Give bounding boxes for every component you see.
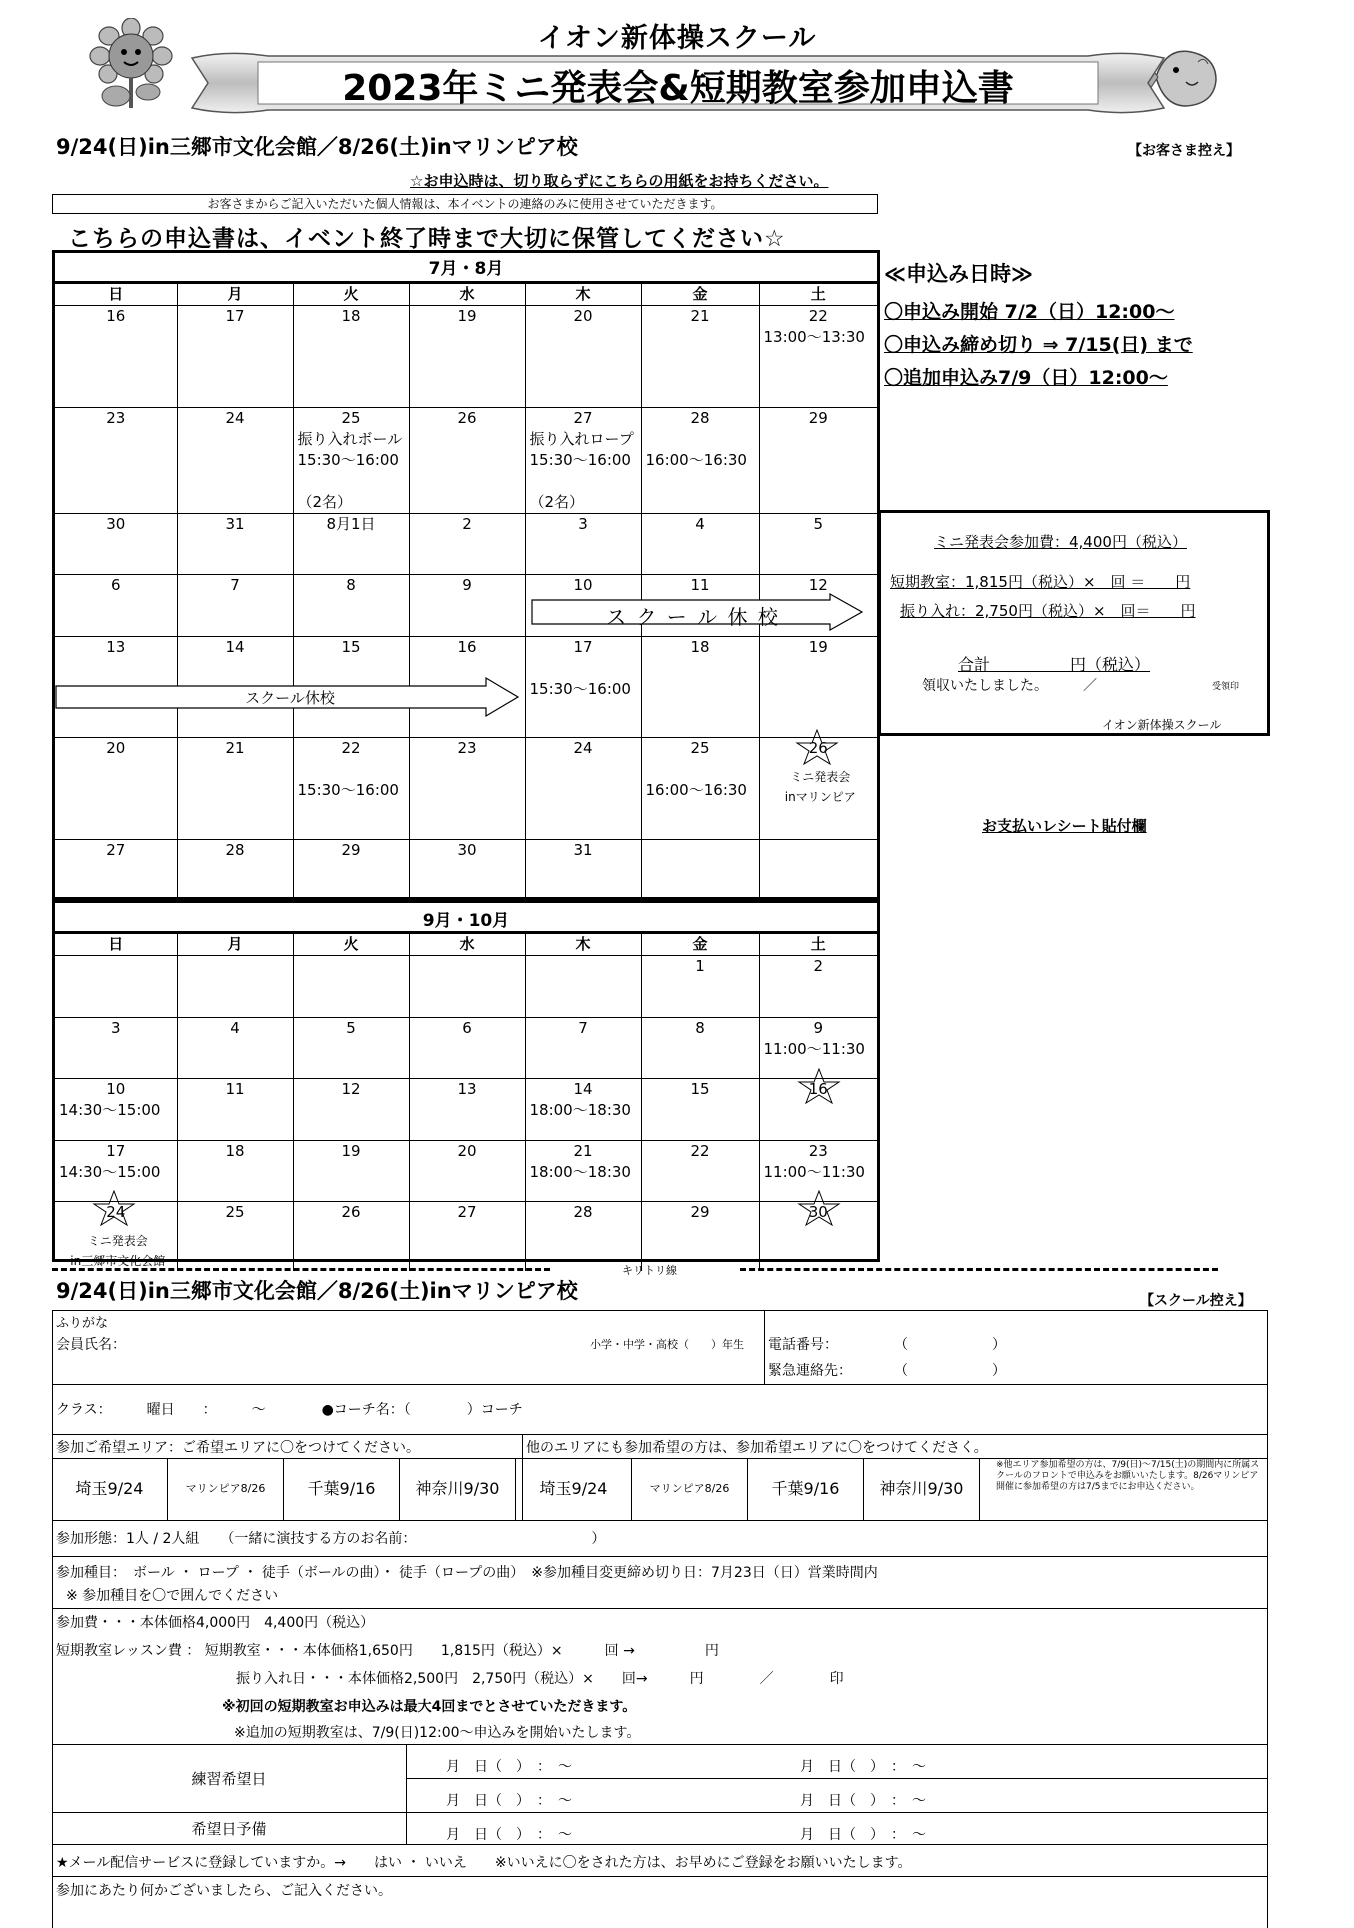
calendar1-title: 7月・8月: [428, 259, 504, 279]
calendar-day-number: 7: [525, 1017, 641, 1039]
receipt-paste-label: お支払いレシート貼付欄: [982, 817, 1147, 835]
calendar-event: [293, 1162, 409, 1202]
date-slot-field[interactable]: 月 日（ ） ： 〜: [800, 1759, 926, 1775]
calendar-event: [177, 1162, 293, 1202]
calendar-day-number: 21: [641, 306, 759, 328]
area-left-label: 参加ご希望エリア：ご希望エリアに〇をつけてください。: [56, 1440, 420, 1456]
calendar-day-number: 21: [177, 738, 293, 760]
calendar-event: 15:30〜16:00: [293, 759, 409, 839]
calendar-day-number: 30: [55, 513, 177, 535]
calendar-day-number: 24: [55, 1202, 177, 1224]
calendar-event: 振り入れボール 15:30〜16:00 （2名）: [293, 429, 409, 514]
area-option[interactable]: 神奈川9/30: [400, 1458, 516, 1520]
dow-5: 金: [641, 934, 759, 956]
calendar-event: [55, 429, 177, 514]
calendar-event: [55, 759, 177, 839]
date-slot-field[interactable]: 月 日（ ） ： 〜: [446, 1759, 572, 1775]
calendar-day-number: 5: [293, 1017, 409, 1039]
calendar-day-number: 18: [293, 306, 409, 328]
calendar2-grid: [55, 934, 877, 1271]
fee-line-3: 振り入れ日・・・本体価格2,500円 2,750円（税込）× 回→ 円 ／ 印: [236, 1671, 844, 1687]
dow-2: 火: [293, 934, 409, 956]
calendar-day-number: 10: [55, 1079, 177, 1101]
calendar-event: [409, 535, 525, 575]
calendar-event: ミニ発表会 inマリンピア: [759, 759, 877, 839]
calendar-day-number: 14: [177, 636, 293, 658]
calendar-event: [759, 1223, 877, 1271]
calendar-day-number: 16: [759, 1079, 877, 1101]
calendar-event: 振り入れロープ 15:30〜16:00 （2名）: [525, 429, 641, 514]
furigana-label: ふりがな: [56, 1316, 109, 1331]
calendar-day-number: 9: [409, 575, 525, 597]
calendar-day-number: 29: [293, 839, 409, 861]
calendar-event: [759, 977, 877, 1017]
calendar-day-number: 8月1日: [293, 513, 409, 535]
calendar-event: [55, 327, 177, 407]
calendar2-title: 9月・10月: [422, 911, 510, 931]
calendar-event: [293, 327, 409, 407]
calendar-day-number: 7: [177, 575, 293, 597]
area-option[interactable]: 埼玉9/24: [52, 1458, 168, 1520]
calendar-event: [177, 1039, 293, 1079]
calendar-event: [409, 1039, 525, 1079]
calendar-day-number: 3: [525, 513, 641, 535]
dow-4: 木: [525, 284, 641, 306]
sunflower-mascot-icon: [86, 18, 176, 110]
calendar-day-number: 1: [641, 956, 759, 978]
area-right-label: 他のエリアにも参加希望の方は、参加希望エリアに〇をつけてくださく。: [526, 1440, 988, 1456]
calendar-event: 14:30〜15:00: [59, 1101, 161, 1119]
calendar-event: [55, 596, 177, 636]
calendar-day-number: 26: [293, 1202, 409, 1224]
calendar-event: [293, 535, 409, 575]
star-icon: [795, 729, 839, 765]
calendar-event: [641, 1039, 759, 1079]
calendar-day-number: 25: [293, 407, 409, 429]
calendar-day-number: 11: [177, 1079, 293, 1101]
calendar-event: [525, 327, 641, 407]
date-slot-field[interactable]: 月 日（ ） ： 〜: [800, 1793, 926, 1809]
calendar-day-number: 27: [55, 839, 177, 861]
reserve-date-label: 希望日予備: [191, 1820, 267, 1838]
calendar-event: [641, 861, 759, 901]
calendar-day-number: 16: [55, 306, 177, 328]
calendar-day-number: 15: [641, 1079, 759, 1101]
calendar-day-number: [759, 839, 877, 861]
calendar-event: [409, 977, 525, 1017]
calendar-day-number: 22: [293, 738, 409, 760]
calendar-event: [525, 759, 641, 839]
calendar-day-number: 12: [759, 575, 877, 597]
calendar-day-number: 8: [293, 575, 409, 597]
calendar-event: [293, 1039, 409, 1079]
area-option[interactable]: マリンピア8/26: [632, 1458, 748, 1520]
calendar-event: [409, 861, 525, 901]
calendar-day-number: 30: [409, 839, 525, 861]
area-option[interactable]: 神奈川9/30: [864, 1458, 980, 1520]
calendar-day-number: 19: [759, 636, 877, 658]
calendar-event: 15:30〜16:00: [525, 658, 641, 738]
calendar-event: [525, 1039, 641, 1079]
calendar-day-number: 27: [409, 1202, 525, 1224]
privacy-notice: お客さまからご記入いただいた個人情報は、本イベントの連絡のみに使用させていただきます。: [52, 194, 878, 214]
dow-3: 水: [409, 934, 525, 956]
area-option[interactable]: 千葉9/16: [748, 1458, 864, 1520]
mini-fee: ミニ発表会参加費：4,400円（税込）: [934, 533, 1187, 551]
calendar-event: [409, 1162, 525, 1202]
calendar-event: [177, 327, 293, 407]
calendar-day-number: 19: [409, 306, 525, 328]
keep-notice: こちらの申込書は、イベント終了時まで大切に保管してください☆: [68, 226, 786, 252]
calendar-event: [177, 535, 293, 575]
calendar-day-number: 12: [293, 1079, 409, 1101]
calendar-event: 11:00〜11:30: [759, 1162, 877, 1202]
calendar-event: ミニ発表会 in三郷市文化会館: [70, 1234, 166, 1268]
application-deadline: 〇申込み締め切り ⇒ 7/15(日) まで: [884, 334, 1193, 356]
star-icon: [92, 1190, 136, 1226]
calendar-event: [641, 535, 759, 575]
calendar-event: [293, 977, 409, 1017]
calendar-day-number: 11: [641, 575, 759, 597]
star-icon: [797, 1190, 841, 1226]
calendar-event: [177, 429, 293, 514]
calendar-event: [177, 977, 293, 1017]
calendar-day-number: 28: [641, 407, 759, 429]
calendar-day-number: 2: [759, 956, 877, 978]
calendar-day-number: 18: [177, 1140, 293, 1162]
phone-field[interactable]: 電話番号： （ ）: [768, 1337, 1006, 1353]
calendar-day-number: 6: [55, 575, 177, 597]
calendar-day-number: 29: [641, 1202, 759, 1224]
calendar-day-number: 24: [177, 407, 293, 429]
mail-service-row[interactable]: ★メール配信サービスに登録していますか。→ はい ・ いいえ ※いいえに〇をされた方は、お早めにご登録をお願いいたします。: [56, 1855, 912, 1871]
customer-copy-label: 【お客さま控え】: [1128, 143, 1240, 159]
class-row[interactable]: クラス： 曜日 ： 〜 ●コーチ名：（ ）コーチ: [56, 1402, 523, 1418]
date-slot-field[interactable]: 月 日（ ） ： 〜: [446, 1827, 572, 1843]
calendar-day-number: 19: [293, 1140, 409, 1162]
calendar-day-number: 28: [525, 1202, 641, 1224]
calendar-day-number: 17: [177, 306, 293, 328]
area-option[interactable]: 千葉9/16: [284, 1458, 400, 1520]
calendar-day-number: 24: [525, 738, 641, 760]
calendar-event: [759, 1100, 877, 1140]
calendar-day-number: 22: [759, 306, 877, 328]
calendar-day-number: 15: [293, 636, 409, 658]
dow-5: 金: [641, 284, 759, 306]
lower-venue-line: 9/24(日)in三郷市文化会館／8/26(土)inマリンピア校: [56, 1279, 578, 1303]
calendar-day-number: 23: [409, 738, 525, 760]
calendar-event: [409, 596, 525, 636]
calendar-day-number: [641, 839, 759, 861]
calendar-day-number: [177, 956, 293, 978]
calendar-event: [177, 596, 293, 636]
calendar-day-number: 16: [409, 636, 525, 658]
calendar-day-number: [525, 956, 641, 978]
calendar-day-number: 31: [177, 513, 293, 535]
calendar-event: [525, 861, 641, 901]
dow-2: 火: [293, 284, 409, 306]
calendar-event: [55, 1039, 177, 1079]
calendar-event: [409, 1223, 525, 1271]
brand-title: イオン新体操スクール: [537, 23, 817, 54]
dow-0: 日: [55, 284, 177, 306]
calendar-day-number: 25: [641, 738, 759, 760]
calendar-event: [641, 977, 759, 1017]
furiire-fee: 振り入れ：2,750円（税込）× 回＝ 円: [900, 602, 1196, 620]
calendar-day-number: 3: [55, 1017, 177, 1039]
calendar-event: 16:00〜16:30: [641, 759, 759, 839]
dow-1: 月: [177, 284, 293, 306]
calendar-day-number: 18: [641, 636, 759, 658]
calendar-event: [177, 1223, 293, 1271]
calendar-day-number: 17: [55, 1140, 177, 1162]
area-option[interactable]: 埼玉9/24: [516, 1458, 632, 1520]
calendar-day-number: 21: [525, 1140, 641, 1162]
date-slot-field[interactable]: 月 日（ ） ： 〜: [446, 1793, 572, 1809]
calendar-event: [55, 861, 177, 901]
short-class-fee: 短期教室：1,815円（税込）× 回 ＝ 円: [890, 573, 1191, 591]
calendar-event: [55, 977, 177, 1017]
calendar-event: [759, 429, 877, 514]
calendar-day-number: 20: [409, 1140, 525, 1162]
calendar-day-number: 27: [525, 407, 641, 429]
application-dates-heading: ≪申込み日時≫: [884, 262, 1033, 286]
calendar-event: 13:00〜13:30: [759, 327, 877, 407]
fee-line-2: 短期教室レッスン費 ： 短期教室・・・本体価格1,650円 1,815円（税込）× 回 → 円: [56, 1643, 719, 1659]
calendar-event: [177, 1100, 293, 1140]
calendar-day-number: 4: [177, 1017, 293, 1039]
area-option[interactable]: マリンピア8/26: [168, 1458, 284, 1520]
calendar-day-number: 13: [55, 636, 177, 658]
calendar-event: [641, 327, 759, 407]
calendar-day-number: 10: [525, 575, 641, 597]
calendar-day-number: [55, 956, 177, 978]
member-name-label: 会員氏名：: [56, 1337, 126, 1353]
calendar-event: 11:00〜11:30: [759, 1039, 877, 1079]
star-icon: [797, 1068, 841, 1104]
calendar-day-number: 26: [409, 407, 525, 429]
comments-label: 参加にあたり何かございましたら、ご記入ください。: [56, 1883, 392, 1899]
dow-6: 土: [759, 934, 877, 956]
cut-line-label: キリトリ線: [622, 1264, 677, 1277]
application-extra: 〇追加申込み7/9（日）12:00〜: [884, 367, 1168, 389]
dow-1: 月: [177, 934, 293, 956]
dow-0: 日: [55, 934, 177, 956]
calendar-day-number: 20: [55, 738, 177, 760]
school-closure-label-1: ス ク ー ル 休 校: [606, 605, 780, 629]
calendar-event: [409, 759, 525, 839]
calendar-day-number: 30: [759, 1202, 877, 1224]
calendar-day-number: 2: [409, 513, 525, 535]
calendar-day-number: [409, 956, 525, 978]
calendar-day-number: 8: [641, 1017, 759, 1039]
calendar-day-number: 13: [409, 1079, 525, 1101]
event-type-note: ※ 参加種目を〇で囲んでください: [66, 1588, 279, 1604]
calendar-event: [759, 658, 877, 738]
participation-form-row[interactable]: 参加形態：1人 / 2人組 （一緒に演技する方のお名前： ）: [56, 1531, 606, 1547]
calendar-day-number: 17: [525, 636, 641, 658]
total-fee: 合計 円（税込）: [958, 655, 1151, 674]
dow-3: 水: [409, 284, 525, 306]
practice-date-label: 練習希望日: [191, 1770, 267, 1788]
bring-notice: ☆お申込時は、切り取らずにこちらの用紙をお持ちください。: [410, 172, 829, 190]
calendar-event: [759, 535, 877, 575]
calendar-event: [641, 658, 759, 738]
calendar-day-number: [293, 956, 409, 978]
fee-note-1: ※初回の短期教室お申込みは最大4回までとさせていただきます。: [222, 1699, 637, 1715]
calendar-day-number: 5: [759, 513, 877, 535]
emergency-contact-field[interactable]: 緊急連絡先： （ ）: [768, 1363, 1006, 1379]
school-copy-label: 【スクール控え】: [1140, 1293, 1252, 1309]
calendar-event: [293, 861, 409, 901]
calendar-event: [293, 1100, 409, 1140]
calendar-event: [177, 759, 293, 839]
calendar-event: [525, 977, 641, 1017]
calendar-event: 16:00〜16:30: [641, 429, 759, 514]
calendar-day-number: 28: [177, 839, 293, 861]
calendar-day-number: 4: [641, 513, 759, 535]
calendar-event: [525, 535, 641, 575]
calendar-event: 14:30〜15:00: [59, 1162, 161, 1181]
received-stamp-label: 受領印: [1212, 682, 1240, 692]
calendar-day-number: 20: [525, 306, 641, 328]
calendar-day-number: 22: [641, 1140, 759, 1162]
calendar-day-number: 29: [759, 407, 877, 429]
calendar-event: [641, 1162, 759, 1202]
school-name-fee: イオン新体操スクール: [1102, 718, 1222, 732]
received-text: 領収いたしました。 ／: [922, 678, 1097, 694]
calendar-event: [293, 596, 409, 636]
calendar-event: [409, 327, 525, 407]
dow-6: 土: [759, 284, 877, 306]
dow-4: 木: [525, 934, 641, 956]
calendar-day-number: 6: [409, 1017, 525, 1039]
calendar-event: 18:00〜18:30: [525, 1162, 641, 1202]
calendar-event: [641, 1100, 759, 1140]
calendar-event: [55, 535, 177, 575]
calendar-event: [293, 1223, 409, 1271]
calendar-day-number: 14: [525, 1079, 641, 1101]
calendar-day-number: 31: [525, 839, 641, 861]
calendar-day-number: 25: [177, 1202, 293, 1224]
calendar-event: [759, 861, 877, 901]
calendar-event: [177, 861, 293, 901]
grade-label: 小学・中学・高校（ ）年生: [590, 1338, 744, 1351]
school-closure-label-2: スクール休校: [245, 689, 335, 707]
event-type-row[interactable]: 参加種目： ボール ・ ロープ ・ 徒手（ボールの曲）・ 徒手（ロープの曲） ※参加種目変更締め切り日：7月23日（日）営業時間内: [56, 1565, 878, 1581]
calendar-day-number: 9: [759, 1017, 877, 1039]
calendar-event: [409, 1100, 525, 1140]
date-slot-field[interactable]: 月 日（ ） ： 〜: [800, 1827, 926, 1843]
venue-line: 9/24(日)in三郷市文化会館／8/26(土)inマリンピア校: [56, 135, 578, 159]
fee-note-2: ※追加の短期教室は、7/9(日)12:00〜申込みを開始いたします。: [234, 1725, 641, 1741]
application-start: 〇申込み開始 7/2（日）12:00〜: [884, 301, 1175, 323]
calendar-day-number: 23: [55, 407, 177, 429]
calendar-event: [409, 429, 525, 514]
fee-line-1: 参加費・・・本体価格4,000円 4,400円（税込）: [56, 1615, 375, 1631]
form-title: 2023年ミニ発表会&短期教室参加申込書: [342, 68, 1014, 109]
calendar-day-number: 26: [759, 738, 877, 760]
calendar-event: 18:00〜18:30: [525, 1100, 641, 1140]
calendar-day-number: 23: [759, 1140, 877, 1162]
area-note: ※他エリア参加希望の方は、7/9(日)〜7/15(土)の期間内に所属スクールのフロントで申込みをお願いいたします。8/26マリンピア開催に参加希望の方は7/5までにお申込ください。: [996, 1460, 1260, 1492]
